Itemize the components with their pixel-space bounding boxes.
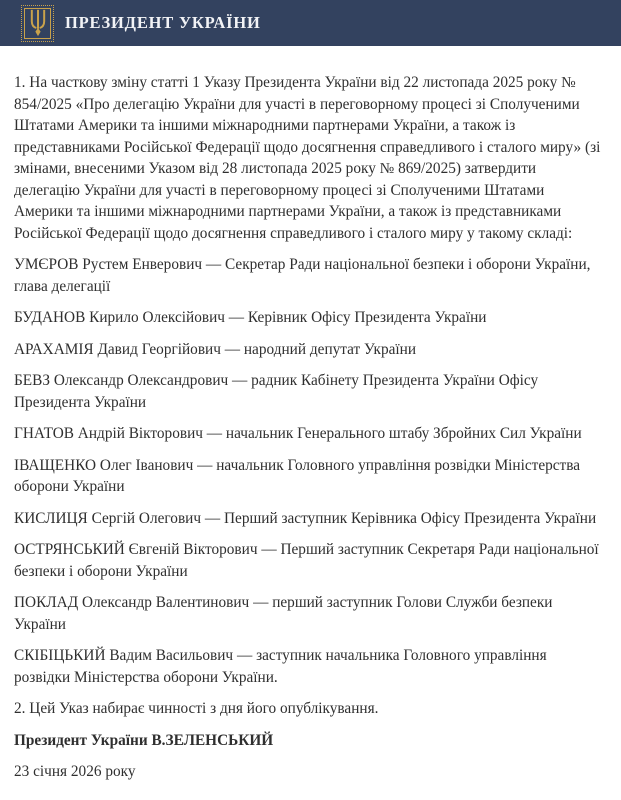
signature-line: Президент України В.ЗЕЛЕНСЬКИЙ — [14, 731, 274, 749]
header-bar — [0, 0, 621, 46]
decree-clause-1: 1. На часткову зміну статті 1 Указу Президента України від 22 листопада 2025 року № 854/2025 «Про делегацію України для участі в переговорному процесі зі Сполученими Штатами Америки та іншими міжнародними партнерами України, а також із представниками Російської Федерації щодо досягнення справедливого і сталого миру» (зі змінами, внесеними Указом від 28 листопада 2025 року № 869/2025) затвердити делегацію України для участі в переговорному процесі зі Сполученими Штатами Америки та іншими міжнародними партнерами України, а також із представниками Російської Федерації щодо досягнення справедливого і сталого миру у такому складі: — [14, 74, 601, 242]
delegation-member-budanov: БУДАНОВ Кирило Олексійович — Керівник Офісу Президента України — [14, 309, 487, 326]
date-line: 23 січня 2026 року — [14, 763, 136, 780]
delegation-member-skibitskyi: СКІБІЦЬКИЙ Вадим Васильович — заступник начальника Головного управління розвідки Міністерства оборони України. — [14, 647, 547, 686]
delegation-member-umerov: УМЄРОВ Рустем Енверович — Секретар Ради національної безпеки і оборони України, глава делегації — [14, 256, 591, 295]
decree-body — [0, 46, 621, 783]
delegation-member-ostrianskyi: ОСТРЯНСЬКИЙ Євгеній Вікторович — Перший заступник Секретаря Ради національної безпеки і оборони України — [14, 541, 599, 580]
delegation-member-arakhamia: АРАХАМІЯ Давид Георгійович — народний депутат України — [14, 340, 417, 358]
delegation-member-bevz: БЕВЗ Олександр Олександрович — радник Кабінету Президента України Офісу Президента України — [14, 372, 539, 411]
trident-emblem-frame — [24, 8, 51, 39]
delegation-member-ivashchenko: ІВАЩЕНКО Олег Іванович — начальник Головного управління розвідки Міністерства оборони України — [14, 456, 581, 495]
trident-emblem — [21, 5, 54, 42]
delegation-member-kyslytsia: КИСЛИЦЯ Сергій Олегович — Перший заступник Керівника Офісу Президента України — [14, 509, 597, 527]
trident-icon — [28, 9, 48, 37]
delegation-member-poklad: ПОКЛАД Олександр Валентинович — перший заступник Голови Служби безпеки України — [14, 594, 553, 633]
decree-clause-2: 2. Цей Указ набирає чинності з дня його опублікування. — [14, 700, 379, 717]
site-title: ПРЕЗИДЕНТ УКРАЇНИ — [65, 13, 261, 32]
delegation-member-hnatov: ГНАТОВ Андрій Вікторович — начальник Генерального штабу Збройних Сил України — [14, 425, 582, 442]
